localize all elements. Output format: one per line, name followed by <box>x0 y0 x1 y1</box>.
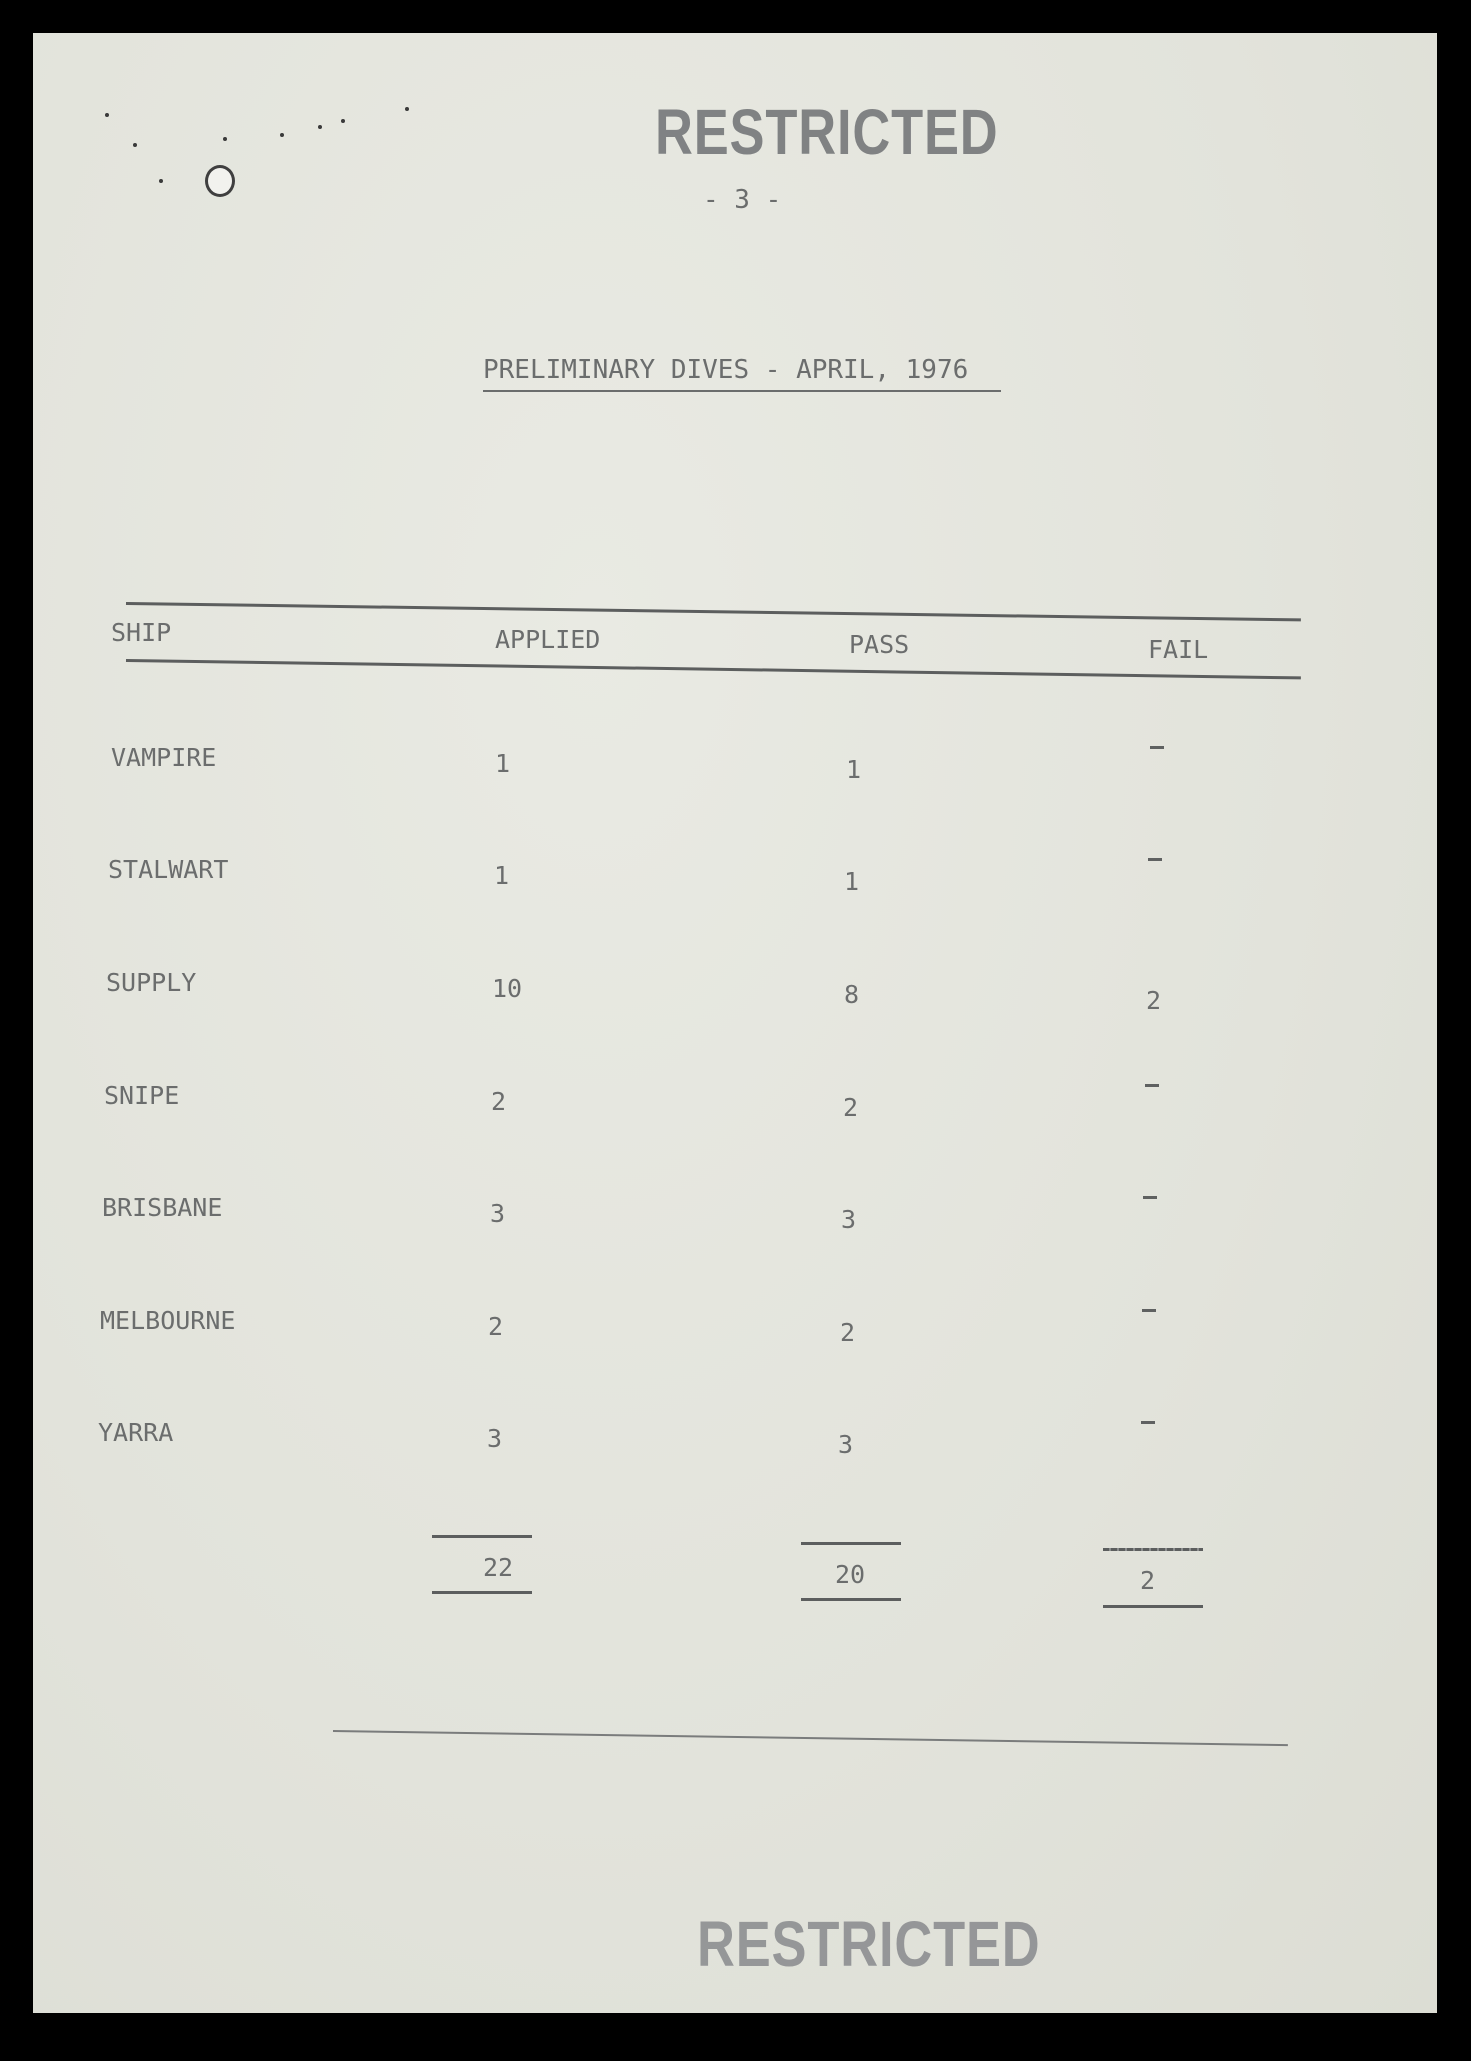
pass-value: 2 <box>843 1093 859 1122</box>
ship-name: BRISBANE <box>102 1193 223 1222</box>
ship-name: STALWART <box>108 855 229 884</box>
pass-value: 3 <box>841 1205 857 1234</box>
column-header-applied: APPLIED <box>495 625 601 654</box>
column-header-pass: PASS <box>849 630 910 659</box>
total-fail: 2 <box>1140 1566 1156 1595</box>
ship-name: MELBOURNE <box>100 1306 236 1335</box>
page-title: PRELIMINARY DIVES - APRIL, 1976 <box>483 355 969 385</box>
table-header-rule <box>126 659 1301 679</box>
applied-value: 2 <box>491 1087 507 1116</box>
fail-dash <box>1150 746 1164 749</box>
title-underline <box>483 390 1001 392</box>
applied-value: 3 <box>490 1199 506 1228</box>
applied-value: 2 <box>488 1312 504 1341</box>
ship-name: SNIPE <box>104 1081 180 1110</box>
pass-value: 1 <box>844 867 860 896</box>
column-header-fail: FAIL <box>1148 635 1209 664</box>
total-fail-rule-bottom <box>1103 1605 1203 1608</box>
total-pass-rule-bottom <box>801 1598 901 1601</box>
pass-value: 3 <box>838 1430 854 1459</box>
pass-value: 8 <box>844 980 860 1009</box>
table-top-rule <box>126 602 1301 621</box>
total-pass: 20 <box>835 1560 866 1589</box>
total-pass-rule-top <box>801 1542 901 1545</box>
applied-value: 10 <box>492 974 523 1003</box>
fail-dash <box>1141 1421 1155 1424</box>
pass-value: 2 <box>840 1318 856 1347</box>
punch-holes <box>93 103 493 223</box>
page-number: - 3 - <box>703 185 782 215</box>
applied-value: 1 <box>494 861 510 890</box>
ship-name: YARRA <box>98 1418 174 1447</box>
total-applied: 22 <box>483 1553 514 1582</box>
total-applied-rule-bottom <box>432 1591 532 1594</box>
fail-dash <box>1142 1309 1156 1312</box>
pass-value: 1 <box>846 755 862 784</box>
total-fail-rule-top <box>1103 1548 1203 1551</box>
restricted-stamp-top: RESTRICTED <box>655 96 999 168</box>
fail-dash <box>1143 1196 1157 1199</box>
fail-value: 2 <box>1146 986 1162 1015</box>
fail-dash <box>1148 858 1162 861</box>
ship-name: VAMPIRE <box>111 743 217 772</box>
applied-value: 1 <box>495 749 511 778</box>
restricted-stamp-bottom: RESTRICTED <box>697 1908 1041 1980</box>
total-applied-rule-top <box>432 1535 532 1538</box>
ship-name: SUPPLY <box>106 968 197 997</box>
document-page <box>33 33 1437 2013</box>
applied-value: 3 <box>487 1424 503 1453</box>
column-header-ship: SHIP <box>111 618 172 647</box>
fail-dash <box>1145 1084 1159 1087</box>
table-bottom-rule <box>333 1730 1288 1746</box>
